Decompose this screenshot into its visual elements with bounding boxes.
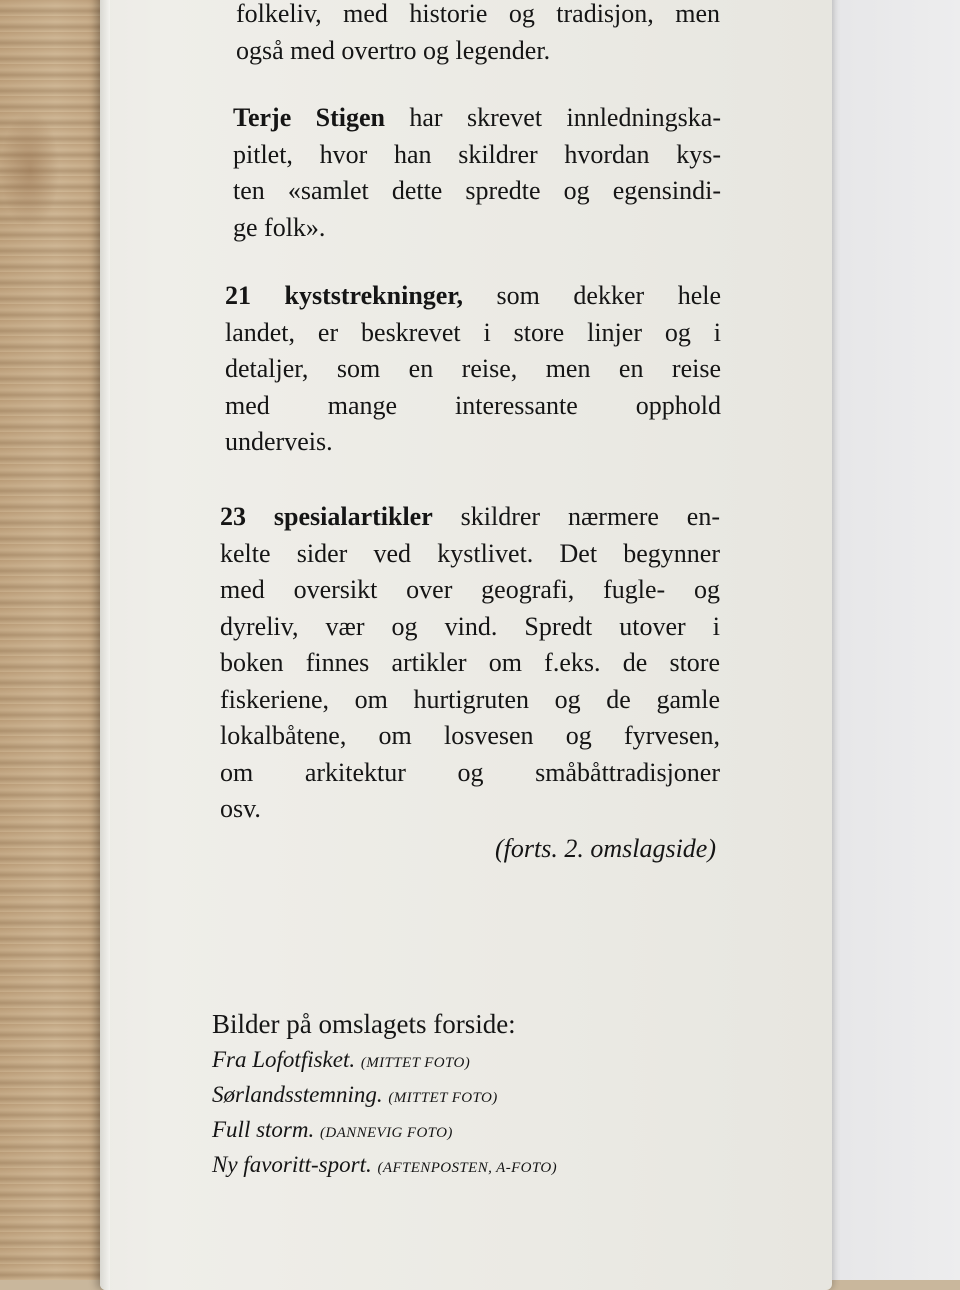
cover-photo-credits <box>212 1004 557 1184</box>
text-line: underveis. <box>225 427 333 456</box>
credit-row <box>212 1079 557 1114</box>
text-line: dyreliv, vær og vind. Spredt utover i <box>220 611 720 641</box>
text-line: detaljer, som en reise, men en reise <box>225 354 721 383</box>
text-line <box>233 100 721 137</box>
credit-row <box>212 1114 557 1149</box>
text-line: med oversikt over geografi, fugle- og <box>220 575 720 604</box>
credit-caption: Ny favoritt-sport. <box>212 1152 372 1177</box>
credit-caption: Fra Lofotfisket. <box>212 1047 356 1072</box>
continuation-note: (forts. 2. omslagside) <box>495 834 716 863</box>
paragraph-intro <box>236 0 720 69</box>
credit-caption: Sørlandsstemning. <box>212 1082 383 1107</box>
paragraph-stigen <box>233 100 721 246</box>
text-line: lokalbåtene, om losvesen og fyrvesen, <box>220 721 720 750</box>
bold-lead: Terje Stigen <box>233 103 385 132</box>
right-background-surface <box>825 0 960 1280</box>
credit-caption: Full storm. <box>212 1117 315 1142</box>
credit-source: (DANNEVIG FOTO) <box>319 1125 453 1141</box>
text-line-rest: som dekker hele <box>462 281 721 310</box>
wood-knot <box>0 110 60 230</box>
text-line: ge folk». <box>233 212 326 242</box>
text-line: osv. <box>220 794 261 823</box>
book-jacket-edge <box>100 0 110 1290</box>
credits-heading: Bilder på omslagets forside: <box>212 1009 516 1039</box>
text-line: også med overtro og legender. <box>236 35 551 65</box>
text-line-rest: har skrevet innledningska- <box>384 103 721 132</box>
bold-lead: 21 kyststrekninger, <box>225 281 463 310</box>
text-line: landet, er beskrevet i store linjer og i <box>225 317 721 347</box>
text-line: ten «samlet dette spredte og egensindi- <box>233 176 721 205</box>
paragraph-kyststrekninger <box>225 278 721 461</box>
text-line <box>225 278 721 315</box>
credit-source: (AFTENPOSTEN, A-FOTO) <box>377 1160 557 1176</box>
text-line: om arkitektur og småbåttradisjoner <box>220 757 720 787</box>
text-line-rest: skildrer nærmere en- <box>432 502 720 531</box>
credit-row <box>212 1044 557 1079</box>
text-line: fiskeriene, om hurtigruten og de gamle <box>220 684 720 714</box>
text-line: med mange interessante opphold <box>225 390 721 420</box>
credit-row <box>212 1149 557 1184</box>
text-line: pitlet, hvor han skildrer hvordan kys- <box>233 139 721 169</box>
text-line <box>220 499 720 536</box>
text-line: kelte sider ved kystlivet. Det begynner <box>220 538 720 568</box>
text-line: boken finnes artikler om f.eks. de store <box>220 648 720 677</box>
paragraph-spesialartikler <box>220 499 720 828</box>
credit-source: (MITTET FOTO) <box>360 1055 471 1071</box>
credit-source: (MITTET FOTO) <box>388 1090 498 1106</box>
bold-lead: 23 spesialartikler <box>220 502 433 531</box>
text-line: folkeliv, med historie og tradisjon, men <box>236 0 720 28</box>
